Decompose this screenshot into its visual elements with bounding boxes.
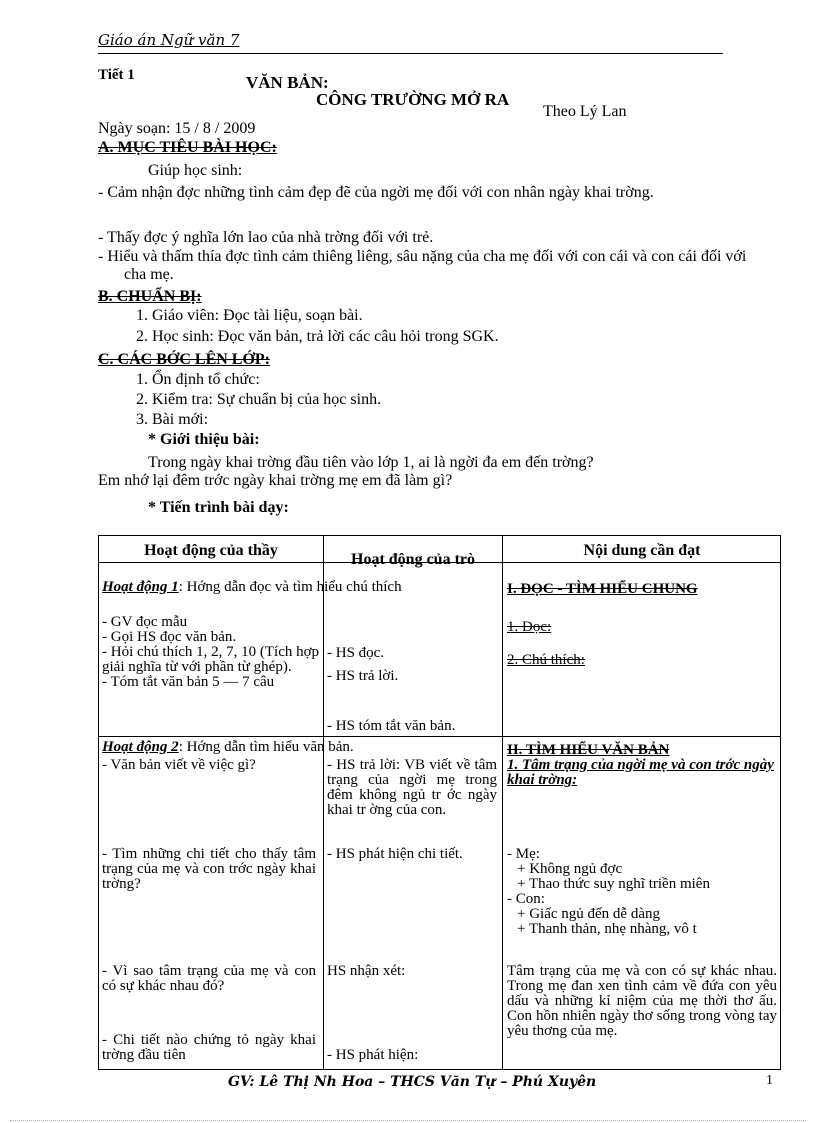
section-b-heading: B. CHUẨN BỊ: (98, 288, 202, 305)
q2-teacher: - Tìm những chi tiết cho thấy tâm trạng của mẹ và con trớc ngày khai trờng? (102, 846, 316, 892)
doc-type: VĂN BẢN: (246, 73, 329, 92)
q3-student: HS nhận xét: (327, 963, 406, 979)
act1-teacher-4: - Tóm tắt văn bản 5 — 7 câu (102, 674, 275, 690)
q4-teacher: - Chi tiết nào chứng tỏ ngày khai trờng đầu tiên (102, 1032, 316, 1063)
act1-student-3: - HS tóm tắt văn bản. (327, 718, 456, 734)
activity-1-text: : Hớng dẫn đọc và tìm hiểu chú thích (178, 579, 402, 595)
content-section-2-heading: II. TÌM HIỂU VĂN BẢN (507, 742, 670, 758)
q2-content-mother-1: + Không ngủ đợc (517, 861, 623, 877)
section-a-heading: A. MỤC TIÊU BÀI HỌC: (98, 139, 277, 156)
lesson-title: CÔNG TRƯỜNG MỞ RA (316, 90, 510, 109)
table-header-student: Hoạt động của trò (351, 551, 475, 568)
section-a-item-1-text: - Cảm nhận đợc những tình cảm đẹp đẽ của ngời mẹ đối với con nhân ngày khai trờng. (98, 184, 654, 201)
intro-heading: * Giới thiệu bài: (148, 431, 260, 448)
q2-content (507, 847, 779, 937)
q3-content: Tâm trạng của mẹ và con có sự khác nhau. Trong mẹ đan xen tình cảm về đứa con yêu dấu và những kỉ niệm của mẹ thời thơ ấu. Con hồn nhiên ngày thơ sống trong vòng tay yêu thơng của mẹ. (507, 963, 777, 1039)
table-col-divider-1 (323, 562, 324, 1070)
activity-1-teacher (102, 615, 320, 690)
page-bottom-dotted-rule (10, 1120, 806, 1121)
act1-teacher-2: - Gọi HS đọc văn bản. (102, 629, 237, 645)
q2-content-mother-2: + Thao thức suy nghĩ triền miên (517, 876, 710, 892)
act1-teacher-3: - Hỏi chú thích 1, 2, 7, 10 (Tích hợp giải nghĩa từ với phần từ ghép). (102, 644, 320, 675)
q2-student: - HS phát hiện chi tiết. (327, 846, 463, 862)
table-row-divider-left (99, 736, 504, 737)
section-c-item-2: 2. Kiểm tra: Sự chuẩn bị của học sinh. (136, 391, 382, 408)
act1-teacher-1: - GV đọc mẫu (102, 614, 188, 630)
activity-1-label: Hoạt động 1 (102, 579, 179, 595)
section-b-item-1: 1. Giáo viên: Đọc tài liệu, soạn bài. (136, 307, 363, 324)
lesson-author: Theo Lý Lan (543, 103, 627, 120)
activity-1-title (102, 580, 500, 595)
content-notes: 2. Chú thích: (507, 652, 585, 668)
act1-student-1: - HS đọc. (327, 645, 385, 661)
table-header-row (98, 535, 781, 568)
document-header-title: Giáo án Ngữ văn 7 (98, 31, 240, 49)
section-a-item-3 (98, 248, 758, 284)
intro-line-1: Trong ngày khai trờng đầu tiên vào lớp 1, ai là ngời đa em đến trờng? (148, 454, 594, 471)
header-rule (98, 53, 723, 54)
content-read: 1. Đọc: (507, 619, 552, 635)
section-c-item-1: 1. Ổn định tổ chức: (136, 371, 260, 388)
footer-author: GV: Lê Thị Nh Hoa – THCS Văn Tự – Phú Xuyên (228, 1074, 597, 1090)
q1-student: - HS trả lời: VB viết về tâm trạng của ngời mẹ trong đêm không ngủ tr ớc ngày khai tr ờng của con. (327, 757, 497, 818)
section-c-heading: C. CÁC BỚC LÊN LỚP: (98, 351, 271, 368)
section-a-item-2: - Thấy đợc ý nghĩa lớn lao của nhà trờng đối với trẻ. (98, 229, 434, 246)
lesson-date: Ngày soạn: 15 / 8 / 2009 (98, 120, 256, 137)
q4-student: - HS phát hiện: (327, 1047, 419, 1063)
table-header-content: Nội dung cần đạt (583, 542, 701, 559)
content-subsection-1: 1. Tâm trạng của ngời mẹ và con trớc ngày khai trờng: (507, 757, 774, 788)
page-number: 1 (766, 1073, 773, 1088)
q2-content-child-2: + Thanh thản, nhẹ nhàng, vô t (517, 921, 697, 937)
activity-2-label: Hoạt động 2 (102, 739, 179, 755)
content-section-1-heading: I. ĐỌC - TÌM HIỂU CHUNG (507, 581, 698, 597)
table-col-divider-2 (502, 562, 503, 1070)
q3-teacher: - Vì sao tâm trạng của mẹ và con có sự khác nhau đó? (102, 963, 316, 994)
table-header-teacher: Hoạt động của thầy (144, 542, 278, 559)
section-a-item-1 (98, 184, 776, 202)
lesson-period: Tiết 1 (98, 67, 135, 83)
section-a-item-3-text: - Hiểu và thấm thía đợc tình cảm thiêng liêng, sâu nặng của cha mẹ đối với con cái và con cái đối với cha mẹ. (98, 248, 747, 283)
q2-content-mother: - Mẹ: (507, 846, 540, 862)
intro-line-2: Em nhớ lại đêm trớc ngày khai trờng mẹ em đã làm gì? (98, 472, 453, 489)
q2-content-child-1: + Giấc ngủ đến dễ dàng (517, 906, 660, 922)
act1-student-2: - HS trả lời. (327, 668, 399, 684)
activity-2-title (102, 740, 500, 755)
process-heading: * Tiến trình bài dạy: (148, 499, 289, 516)
activity-2-text: : Hớng dẫn tìm hiểu văn bản. (178, 739, 354, 755)
section-b-item-2: 2. Học sinh: Đọc văn bản, trả lời các câu hỏi trong SGK. (136, 328, 499, 345)
section-c-item-3: 3. Bài mới: (136, 411, 209, 428)
table-row-divider-right (503, 736, 781, 737)
q1-teacher: - Văn bản viết về việc gì? (102, 757, 256, 773)
q2-content-child: - Con: (507, 891, 545, 907)
table-body (98, 562, 781, 1070)
section-a-intro: Giúp học sinh: (148, 162, 243, 179)
